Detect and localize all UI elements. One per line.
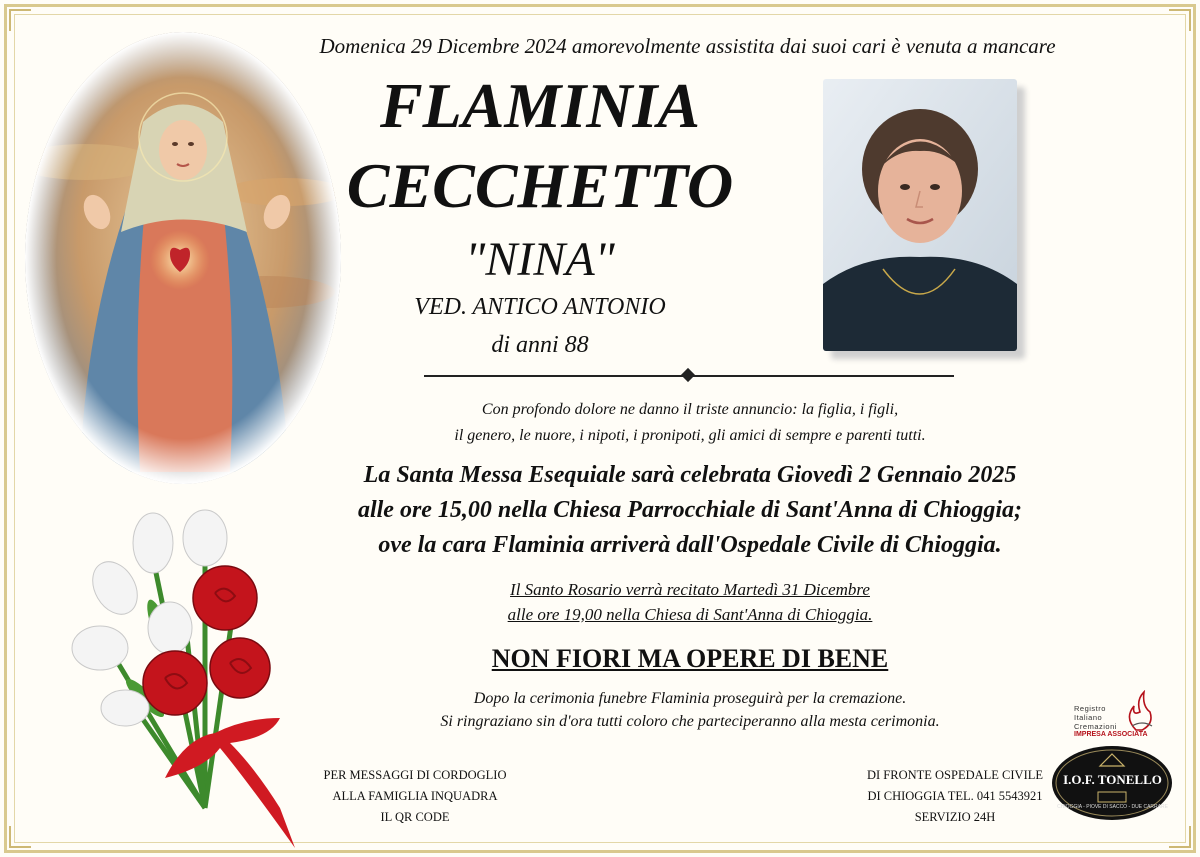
footer-left-line: PER MESSAGGI DI CORDOGLIO <box>323 768 507 782</box>
flame-icon <box>1122 690 1156 732</box>
footer-left-line: IL QR CODE <box>380 810 450 824</box>
footer-left <box>300 765 530 828</box>
flower-bouquet-image <box>65 508 310 853</box>
cremation-registry-logo <box>1070 690 1160 742</box>
footer-left-line: ALLA FAMIGLIA INQUADRA <box>332 789 498 803</box>
death-announcement-intro: Domenica 29 Dicembre 2024 amorevolmente assistita dai suoi cari è venuta a mancare <box>319 34 1056 58</box>
registry-logo-line: Italiano <box>1074 713 1103 722</box>
mass-line: alle ore 15,00 nella Chiesa Parrocchiale di Sant'Anna di Chioggia; <box>357 497 1023 523</box>
footer-right <box>845 765 1065 828</box>
registry-logo-line: Cremazioni <box>1074 722 1117 731</box>
mass-line: ove la cara Flaminia arriverà dall'Ospedale Civile di Chioggia. <box>378 532 1002 558</box>
rosary-line: alle ore 19,00 nella Chiesa di Sant'Anna di Chioggia. <box>507 605 873 624</box>
tonello-logo-caption: CHIOGGIA - PIOVE DI SACCO - DUE CARRARE <box>1057 804 1168 810</box>
mass-line: La Santa Messa Esequiale sarà celebrata Giovedì 2 Gennaio 2025 <box>363 462 1017 488</box>
rosary-line: Il Santo Rosario verrà recitato Martedì 31 Dicembre <box>510 580 870 599</box>
closing-line: Si ringraziano sin d'ora tutti coloro che parteciperanno alla mesta cerimonia. <box>440 713 940 730</box>
closing-line: Dopo la cerimonia funebre Flaminia proseguirà per la cremazione. <box>473 690 907 707</box>
registry-logo-line: Registro <box>1074 704 1106 713</box>
widow-of-text: VED. ANTICO ANTONIO <box>414 294 666 320</box>
registry-logo-caption: IMPRESA ASSOCIATA <box>1074 731 1148 738</box>
footer-right-line: SERVIZIO 24H <box>914 810 996 824</box>
no-flowers-notice: NON FIORI MA OPERE DI BENE <box>491 644 889 673</box>
tonello-logo-name: I.O.F. TONELLO <box>1063 772 1162 787</box>
announcement-line: il genero, le nuore, i nipoti, i pronipoti, gli amici di sempre e parenti tutti. <box>454 427 926 444</box>
deceased-nickname: "NINA" <box>465 233 615 286</box>
age-text: di anni 88 <box>491 332 589 358</box>
deceased-first-name: FLAMINIA <box>379 70 701 141</box>
deceased-last-name: CECCHETTO <box>346 150 734 221</box>
tonello-logo <box>1050 744 1175 822</box>
portrait-photo <box>823 79 1017 351</box>
footer-right-line: DI FRONTE OSPEDALE CIVILE <box>866 768 1044 782</box>
footer-right-line: DI CHIOGGIA TEL. 041 5543921 <box>867 789 1043 803</box>
announcement-line: Con profondo dolore ne danno il triste annuncio: la figlia, i figli, <box>481 401 899 418</box>
